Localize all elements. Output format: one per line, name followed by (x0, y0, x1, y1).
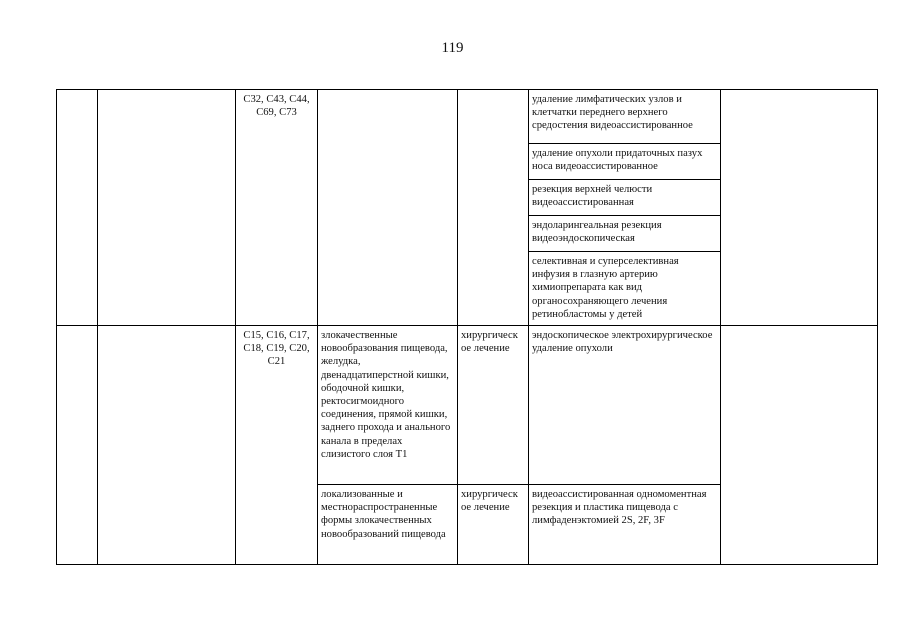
cell-norm (721, 90, 878, 326)
cell-method: удаление лимфатических узлов и клетчатки переднего верхнего средостения видеоассистированное (529, 90, 721, 144)
cell-index (57, 90, 98, 326)
table-row (57, 90, 878, 144)
cell-group (98, 326, 236, 565)
cell-group (98, 90, 236, 326)
cell-method: видеоассистированная одномоментная резекция и пластика пищевода с лимфаденэктомией 2S, 2F, 3F (529, 485, 721, 565)
cell-method: эндоларингеальная резекция видеоэндоскопическая (529, 216, 721, 252)
cell-index (57, 326, 98, 565)
cell-treatment: хирургическ ое лечение (458, 485, 529, 565)
page-number: 119 (441, 40, 464, 56)
cell-treatment (458, 90, 529, 326)
cell-codes: C32, C43, C44, C69, C73 (236, 90, 318, 326)
cell-method: эндоскопическое электрохирургическое удаление опухоли (529, 326, 721, 485)
cell-codes: C15, C16, C17, C18, C19, C20, C21 (236, 326, 318, 565)
cell-norm (721, 326, 878, 565)
cell-method: резекция верхней челюсти видеоассистированная (529, 180, 721, 216)
cell-diagnosis: локализованные и местнораспространенные формы злокачественных новообразований пищевода (318, 485, 458, 565)
table-row (57, 326, 878, 485)
cell-method: селективная и суперселективная инфузия в глазную артерию химиопрепарата как вид органосохраняющего лечения ретинобластомы у детей (529, 252, 721, 326)
medical-care-table (56, 89, 878, 565)
cell-diagnosis: злокачественные новообразования пищевода, желудка, двенадцатиперстной кишки, ободочной кишки, ректосигмоидного соединения, прямой кишки, заднего прохода и анального канала в пределах слизистого слоя T1 (318, 326, 458, 485)
cell-method: удаление опухоли придаточных пазух носа видеоассистированное (529, 144, 721, 180)
cell-diagnosis (318, 90, 458, 326)
cell-treatment: хирургическ ое лечение (458, 326, 529, 485)
